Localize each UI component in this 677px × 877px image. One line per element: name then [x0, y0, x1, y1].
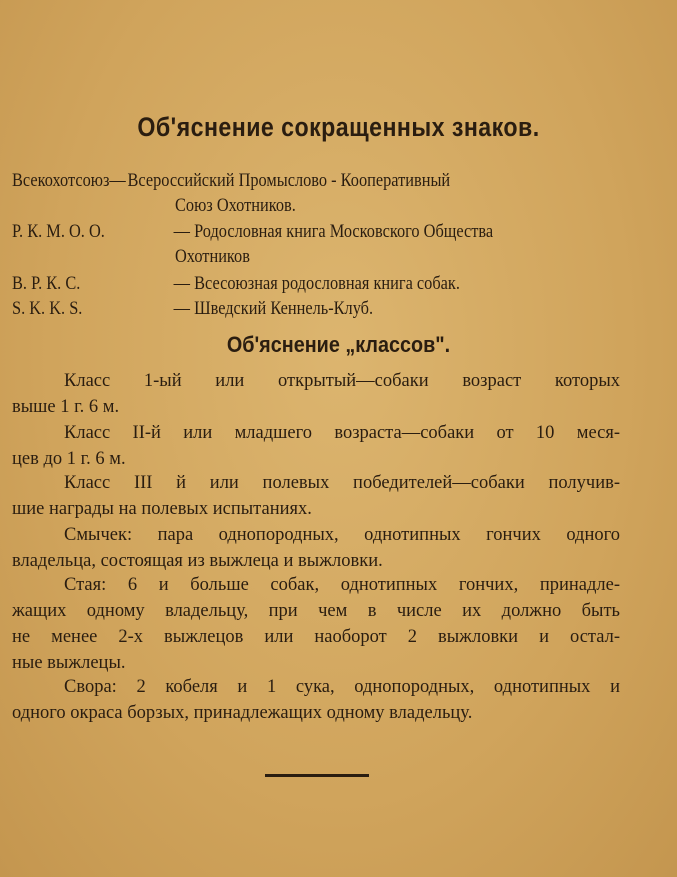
abbreviation-row — [12, 221, 493, 243]
paragraph-line: Свора: 2 кобеля и 1 сука, однопородных, однотипных и — [64, 677, 620, 697]
paragraph-line: шие награды на полевых испытаниях. — [12, 499, 312, 519]
paragraph-line: ные выжлецы. — [12, 653, 126, 673]
paragraph — [12, 470, 620, 522]
abbreviation-key: Всекохотсоюз— — [12, 170, 126, 191]
paragraph-line: не менее 2-х выжлецов или наоборот 2 выжловки и остал- — [12, 627, 620, 647]
paragraph — [12, 522, 620, 574]
divider-rule — [265, 774, 369, 777]
paragraph-line: владельца, состоящая из выжлеца и выжловки. — [12, 551, 383, 571]
abbreviation-key: Р. К. М. О. О. — [12, 221, 105, 242]
paragraph — [12, 420, 620, 472]
abbreviation-row — [12, 298, 373, 320]
paragraph-line: Класс III й или полевых победителей—собаки получив- — [64, 473, 620, 493]
paragraph — [12, 572, 620, 676]
section-subtitle: Об'яснение „классов". — [226, 332, 451, 357]
abbreviation-row — [12, 170, 450, 192]
abbreviation-row — [12, 273, 460, 295]
page-title: Об'яснение сокращенных знаков. — [137, 112, 540, 142]
paragraph-line: Смычек: пара однопородных, однотипных гончих одного — [64, 525, 620, 545]
abbreviation-continuation: Союз Охотников. — [175, 195, 296, 216]
abbreviation-text: — Всесоюзная родословная книга собак. — [173, 273, 460, 294]
abbreviation-key: В. Р. К. С. — [12, 273, 81, 294]
paragraph-line: Класс II-й или младшего возраста—собаки от 10 меся- — [64, 423, 620, 443]
paragraph — [12, 368, 620, 420]
paragraph-line: Стая: 6 и больше собак, однотипных гончих, принадле- — [64, 575, 620, 595]
abbreviation-text: Всероссийский Промыслово - Кооперативный — [127, 170, 451, 191]
paragraph — [12, 674, 620, 726]
paragraph-line: цев до 1 г. 6 м. — [12, 449, 126, 469]
abbreviation-key: S. K. K. S. — [12, 298, 83, 319]
abbreviation-continuation: Охотников — [175, 246, 250, 267]
paragraph-line: одного окраса борзых, принадлежащих одному владельцу. — [12, 703, 473, 723]
paragraph-line: Класс 1-ый или открытый—собаки возраст которых — [64, 371, 620, 391]
paragraph-line: выше 1 г. 6 м. — [12, 397, 120, 417]
abbreviation-text: — Родословная книга Московского Общества — [173, 221, 494, 242]
abbreviation-text: — Шведский Кеннель-Клуб. — [173, 298, 374, 319]
paragraph-line: жащих одному владельцу, при чем в числе их должно быть — [12, 601, 620, 621]
